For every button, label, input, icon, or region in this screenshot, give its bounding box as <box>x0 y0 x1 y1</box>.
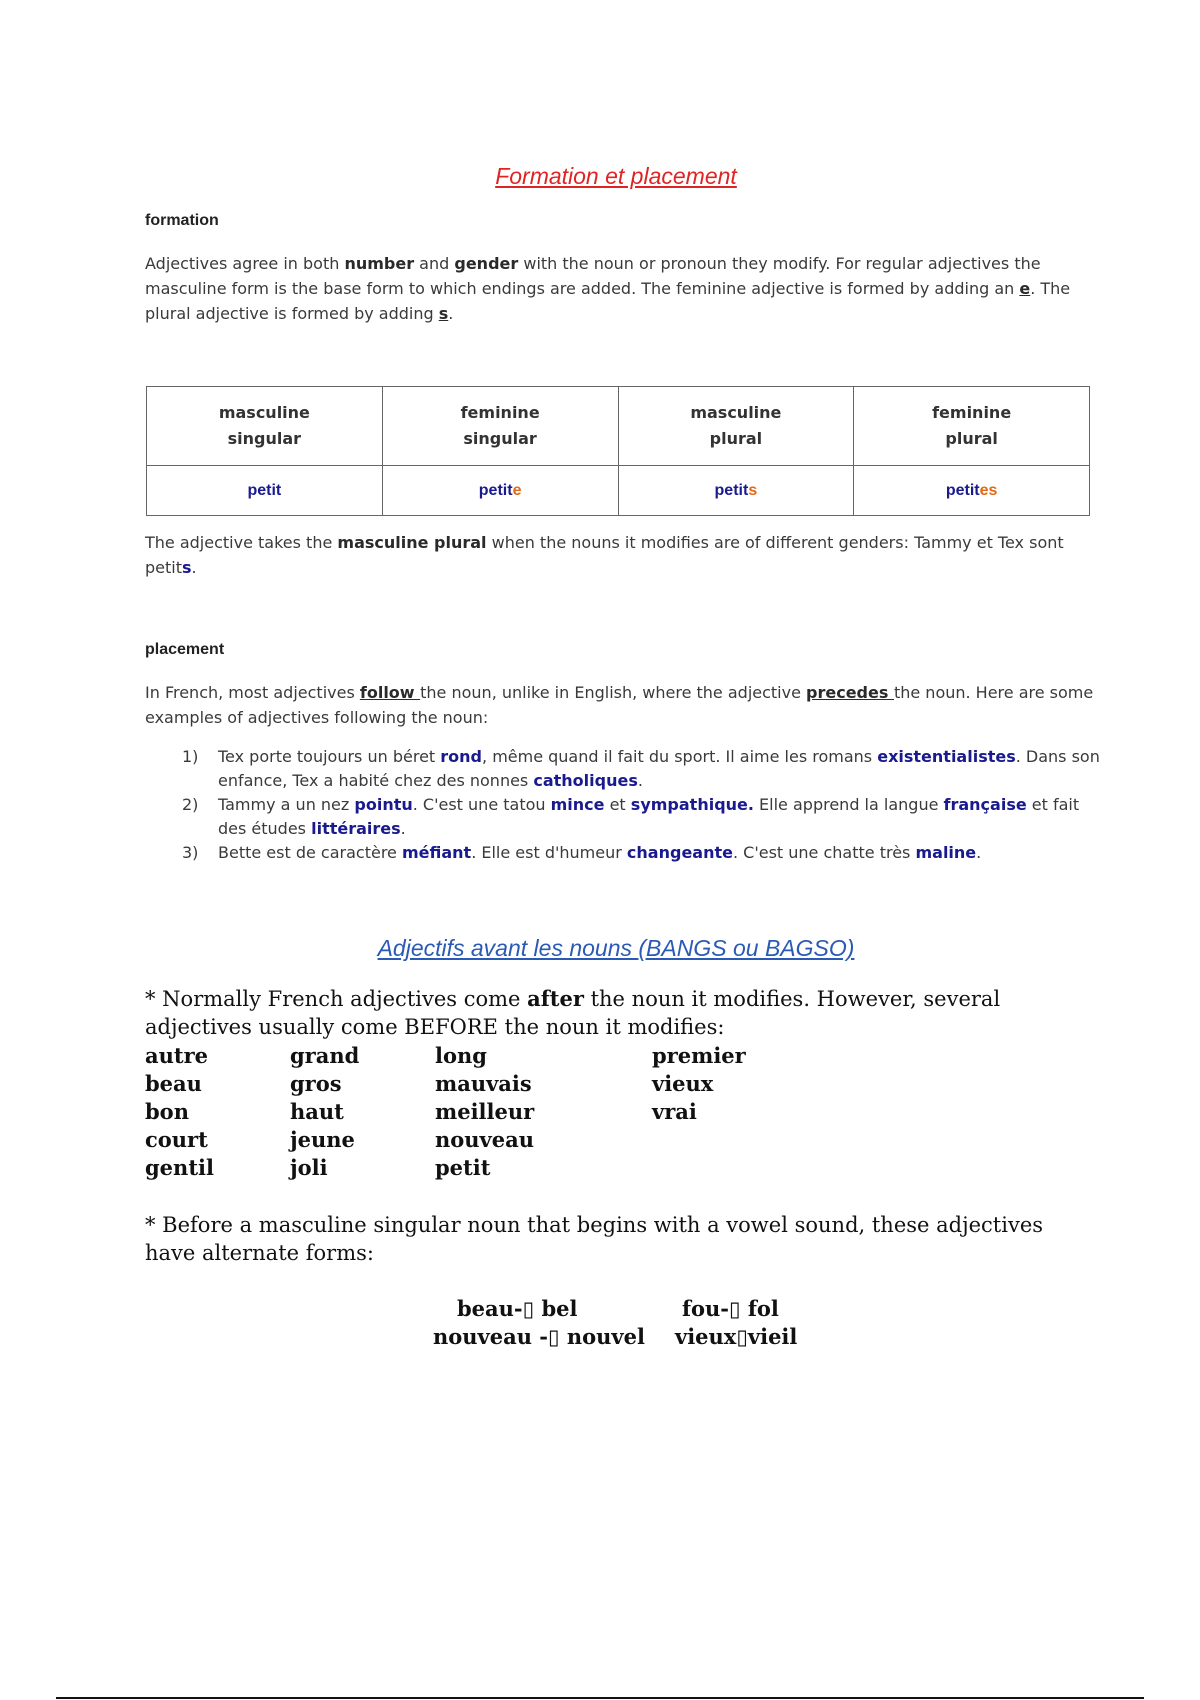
example-text: et fait des études <box>218 795 1080 838</box>
adjective-highlight: rond <box>440 747 483 766</box>
cell-masculine-singular: petit <box>147 466 383 516</box>
bangs-word: haut <box>290 1099 344 1124</box>
example-text: , même quand il fait du sport. Il aime les romans <box>482 747 878 766</box>
adjective-highlight: pointu <box>354 795 413 814</box>
example-number: 1) <box>182 747 199 766</box>
adjective-highlight: sympathique. <box>630 795 754 814</box>
adjective-highlight: française <box>943 795 1027 814</box>
header-masculine-singular: masculine singular <box>147 387 383 466</box>
adjective-highlight: catholiques <box>533 771 638 790</box>
example-item <box>182 745 1102 793</box>
adjective-highlight: littéraires <box>311 819 401 838</box>
example-item <box>182 793 1102 841</box>
example-text: Elle apprend la langue <box>753 795 944 814</box>
bangs-word: vrai <box>652 1099 697 1124</box>
page-bottom-rule <box>56 1697 1144 1699</box>
bangs-word: grand <box>290 1043 360 1068</box>
bangs-word: beau <box>145 1071 202 1096</box>
examples-list <box>182 745 1102 865</box>
adjective-highlight: mince <box>550 795 605 814</box>
bangs-word: petit <box>435 1155 491 1180</box>
example-text: . C'est une tatou <box>412 795 551 814</box>
bangs-word: vieux <box>652 1071 714 1096</box>
adjective-highlight: changeante <box>626 843 733 862</box>
bangs-word: jeune <box>290 1127 355 1152</box>
example-text: . <box>400 819 406 838</box>
example-text: Tammy a un nez <box>218 795 355 814</box>
alt-form-nouveau: nouveau -▯ nouvel <box>433 1324 645 1349</box>
example-text: Bette est de caractère <box>218 843 402 862</box>
example-text: et <box>604 795 631 814</box>
alt-form-beau: beau-▯ bel <box>457 1296 578 1321</box>
alternate-forms-intro: * Before a masculine singular noun that begins with a vowel sound, these adjectives have alternate forms: <box>145 1213 1044 1265</box>
placement-heading: placement <box>145 641 225 658</box>
bangs-title: Adjectifs avant les nouns (BANGS ou BAGSO) <box>377 935 855 961</box>
example-text: . C'est une chatte très <box>732 843 916 862</box>
example-text: . <box>976 843 982 862</box>
cell-feminine-singular: petite <box>382 466 618 516</box>
bangs-word: autre <box>145 1043 208 1068</box>
header-masculine-plural: masculine plural <box>618 387 854 466</box>
header-feminine-singular: feminine singular <box>382 387 618 466</box>
bangs-word: premier <box>652 1043 746 1068</box>
adjective-forms-table <box>146 386 1090 516</box>
placement-paragraph: In French, most adjectives follow the noun, unlike in English, where the adjective precedes the noun. Here are some examples of adjectives following the noun: <box>145 683 1094 727</box>
example-item <box>182 841 1102 865</box>
bangs-intro: * Normally French adjectives come after the noun it modifies. However, several adjectives usually come BEFORE the noun it modifies: <box>145 986 1001 1039</box>
cell-feminine-plural: petites <box>854 466 1090 516</box>
bangs-word: joli <box>290 1155 328 1180</box>
bangs-word: nouveau <box>435 1127 534 1152</box>
cell-masculine-plural: petits <box>618 466 854 516</box>
alt-form-fou: fou-▯ fol <box>682 1296 779 1321</box>
example-text: . Elle est d'humeur <box>471 843 627 862</box>
adjective-highlight: existentialistes <box>877 747 1016 766</box>
example-text: Tex porte toujours un béret <box>218 747 441 766</box>
formation-paragraph: Adjectives agree in both number and gender with the noun or pronoun they modify. For regular adjectives the masculine form is the base form to which endings are added. The feminine adjective is formed by adding an e. The plural adjective is formed by adding s. <box>145 254 1071 323</box>
page-title: Formation et placement <box>495 163 737 189</box>
plural-note: The adjective takes the masculine plural when the nouns it modifies are of different genders: Tammy et Tex sont petits. <box>145 533 1064 577</box>
adjective-highlight: maline <box>915 843 977 862</box>
example-number: 3) <box>182 843 199 862</box>
bangs-word: court <box>145 1127 208 1152</box>
example-number: 2) <box>182 795 199 814</box>
header-feminine-plural: feminine plural <box>854 387 1090 466</box>
formation-heading: formation <box>145 212 219 229</box>
bangs-word: gentil <box>145 1155 214 1180</box>
adjective-highlight: méfiant <box>401 843 472 862</box>
bangs-word: long <box>435 1043 487 1068</box>
example-text: . Dans son enfance, Tex a habité chez des nonnes <box>218 747 1100 790</box>
bangs-word: gros <box>290 1071 342 1096</box>
bangs-word: mauvais <box>435 1071 532 1096</box>
bangs-word: meilleur <box>435 1099 535 1124</box>
alt-form-vieux: vieux▯vieil <box>675 1324 798 1349</box>
example-text: . <box>637 771 643 790</box>
bangs-word: bon <box>145 1099 189 1124</box>
